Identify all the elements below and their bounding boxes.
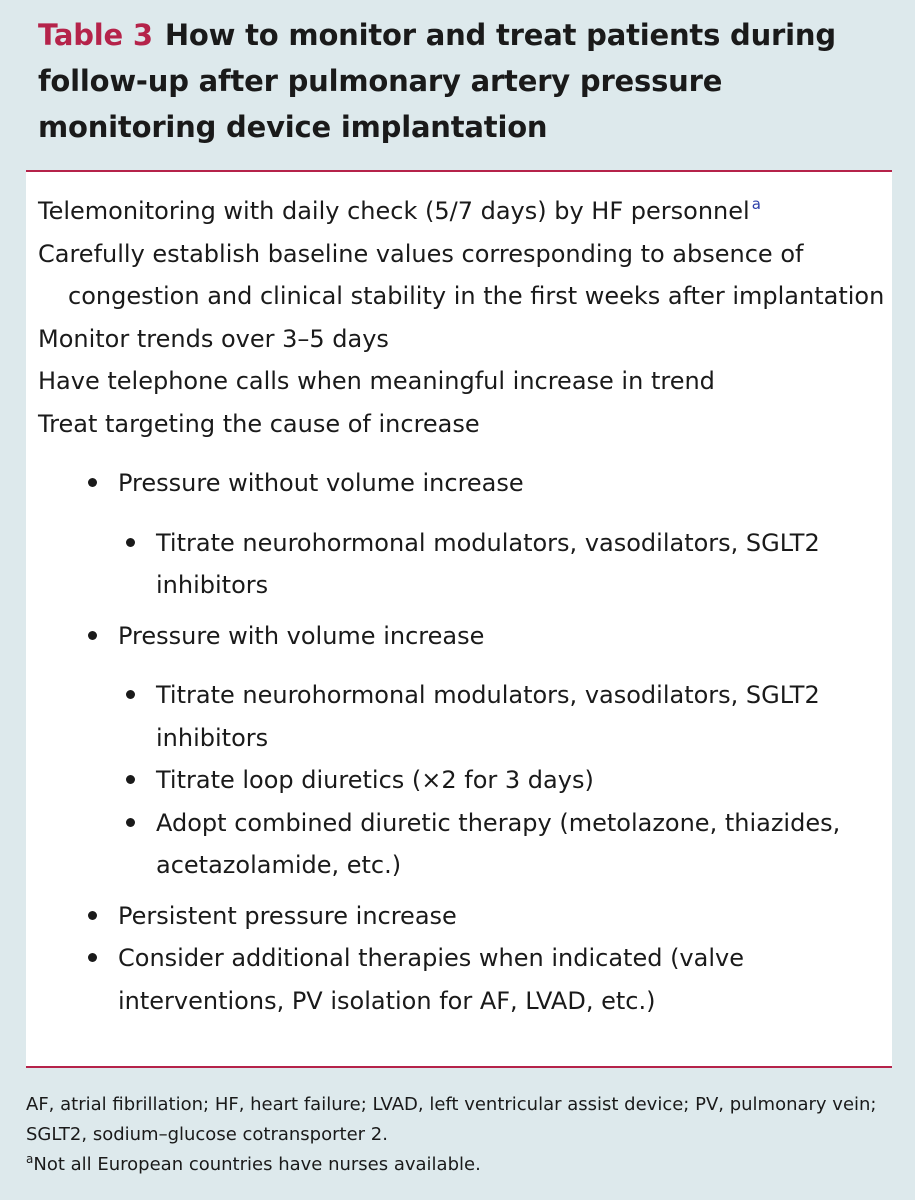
table-title-text: How to monitor and treat patients during follow-up after pulmonary artery pressure monitoring device implantation bbox=[38, 18, 836, 144]
bullet-dot-icon bbox=[88, 911, 97, 920]
row-baseline bbox=[38, 233, 898, 318]
bullet-pressure-without-volume bbox=[38, 462, 898, 505]
row-treat-cause bbox=[38, 403, 898, 446]
row-telephone-calls bbox=[38, 360, 898, 403]
row-telemonitoring bbox=[38, 190, 898, 233]
bullet-dot-icon bbox=[88, 631, 97, 640]
table-number-label: Table 3 bbox=[38, 18, 153, 52]
bullet-text: Persistent pressure increase bbox=[118, 901, 457, 930]
footnote-text: Not all European countries have nurses available. bbox=[33, 1154, 481, 1175]
sub-bullet-combined-diuretic bbox=[38, 802, 898, 887]
bullet-dot-icon bbox=[126, 690, 135, 699]
bottom-rule bbox=[26, 1066, 892, 1068]
bullet-text: Adopt combined diuretic therapy (metolazone, thiazides, acetazolamide, etc.) bbox=[156, 808, 841, 879]
sub-bullet-loop-diuretics bbox=[38, 759, 898, 802]
bullet-dot-icon bbox=[88, 953, 97, 962]
bullet-text: Titrate neurohormonal modulators, vasodilators, SGLT2 inhibitors bbox=[156, 528, 820, 599]
table-footnotes bbox=[26, 1090, 892, 1180]
table-title bbox=[38, 12, 908, 150]
table-content bbox=[38, 190, 898, 1022]
bullet-dot-icon bbox=[126, 818, 135, 827]
bullet-text: Pressure without volume increase bbox=[118, 469, 524, 497]
bullet-text: Titrate neurohormonal modulators, vasodilators, SGLT2 inhibitors bbox=[156, 681, 820, 752]
row-monitor-trends bbox=[38, 318, 898, 361]
bullet-dot-icon bbox=[88, 478, 97, 487]
footnote-mark: a bbox=[26, 1152, 34, 1166]
nurses-footnote bbox=[26, 1150, 892, 1180]
bullet-pressure-with-volume bbox=[38, 615, 898, 658]
bullet-persistent-increase bbox=[38, 895, 898, 938]
footnote-marker-link[interactable]: a bbox=[751, 195, 761, 213]
abbreviations-footnote: AF, atrial fibrillation; HF, heart failure; LVAD, left ventricular assist device; PV, pulmonary vein; SGLT2, sodium–glucose cotransporter 2. bbox=[26, 1094, 877, 1145]
bullet-text: Consider additional therapies when indicated (valve interventions, PV isolation for AF, LVAD, etc.) bbox=[118, 944, 744, 1015]
bullet-text: Pressure with volume increase bbox=[118, 621, 485, 650]
row-text: Have telephone calls when meaningful increase in trend bbox=[38, 367, 715, 395]
bullet-dot-icon bbox=[126, 538, 135, 547]
sub-bullet-titrate-modulators bbox=[38, 522, 898, 607]
bullet-text: Titrate loop diuretics (×2 for 3 days) bbox=[156, 766, 594, 794]
row-text: Monitor trends over 3–5 days bbox=[38, 324, 389, 353]
row-text: Telemonitoring with daily check (5/7 days) by HF personnel bbox=[38, 197, 750, 225]
row-text: Carefully establish baseline values corresponding to absence of congestion and clinical stability in the first weeks after implantation bbox=[38, 239, 885, 310]
row-text: Treat targeting the cause of increase bbox=[38, 409, 480, 438]
sub-bullet-titrate-modulators-2 bbox=[38, 674, 898, 759]
bullet-additional-therapies bbox=[38, 937, 898, 1022]
bullet-dot-icon bbox=[126, 775, 135, 784]
